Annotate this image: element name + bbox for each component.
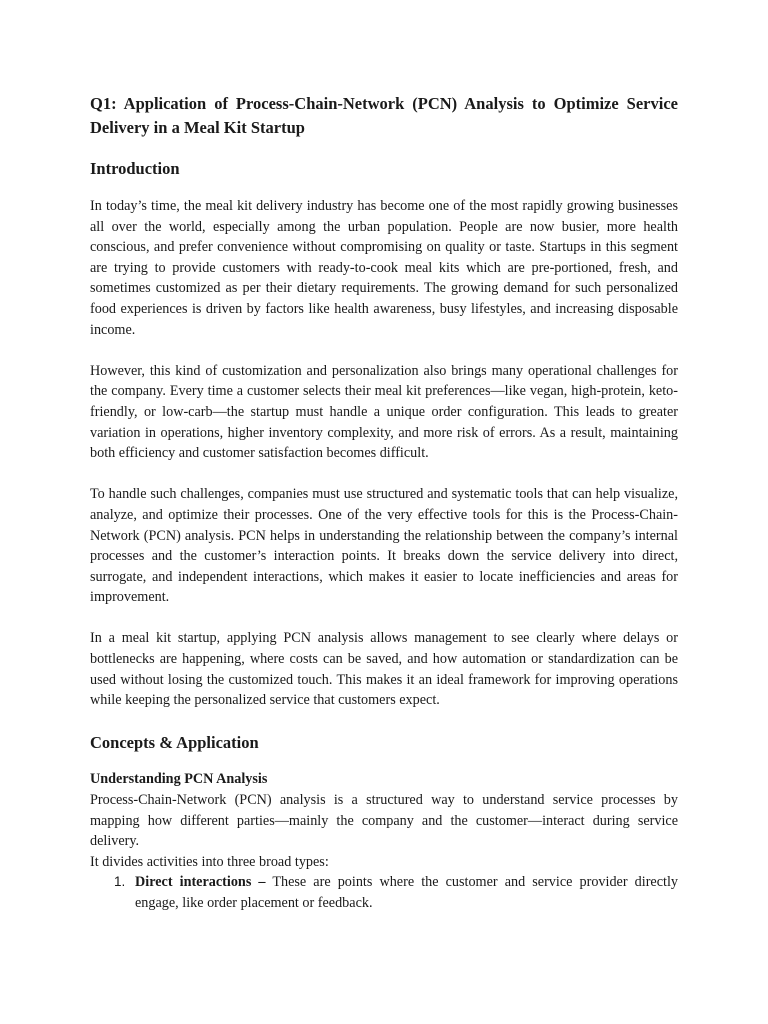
intro-paragraph-1: In today’s time, the meal kit delivery industry has become one of the most rapidly growing businesses all over the world, especially among the urban population. People are now busier, more health conscious, and prefer convenience without compromising on quality or taste. Startups in this segment are trying to provide customers with ready-to-cook meal kits which are pre-portioned, fresh, and sometimes customized as per their dietary requirements. The growing demand for such personalized food experiences is driven by factors like health awareness, busy lifestyles, and increasing disposable income. [90,198,678,338]
intro-paragraph-2: However, this kind of customization and personalization also brings many operational challenges for the company. Every time a customer selects their meal kit preferences—like vegan, high-protein, keto-friendly, or low-carb—the startup must handle a unique order configuration. This leads to greater variation in operations, higher inventory complexity, and more risk of errors. As a result, maintaining both efficiency and customer satisfaction becomes difficult. [90,362,678,462]
list-item [90,872,678,913]
interaction-types-list [90,872,678,913]
concepts-heading: Concepts & Application [90,733,259,753]
introduction-heading: Introduction [90,159,180,178]
list-intro: It divides activities into three broad types: [90,853,329,870]
intro-paragraph-4: In a meal kit startup, applying PCN analysis allows management to see clearly where delays or bottlenecks are happening, where costs can be saved, and how automation or standardization can be used without losing the customized touch. This makes it an ideal framework for improving operations while keeping the personalized service that customers expect. [90,630,678,709]
list-term: Direct interactions – [135,874,266,891]
list-text: These are points where the customer and service provider directly engage, like order placement or feedback. [135,874,678,911]
list-marker: 1. [114,874,126,890]
intro-paragraph-3: To handle such challenges, companies must use structured and systematic tools that can help visualize, analyze, and optimize their processes. One of the very effective tools for this is the Process-Chain-Network (PCN) analysis. PCN helps in understanding the relationship between the company’s internal processes and the customer’s interaction points. It breaks down the service delivery into direct, surrogate, and independent interactions, which makes it easier to locate inefficiencies and areas for improvement. [90,486,678,606]
document-title: Q1: Application of Process-Chain-Network (PCN) Analysis to Optimize Service Delivery in a Meal Kit Startup [90,94,678,137]
pcn-subheading: Understanding PCN Analysis [90,771,268,788]
pcn-definition: Process-Chain-Network (PCN) analysis is a structured way to understand service processes by mapping how different parties—mainly the company and the customer—interact during service delivery. [90,792,678,850]
